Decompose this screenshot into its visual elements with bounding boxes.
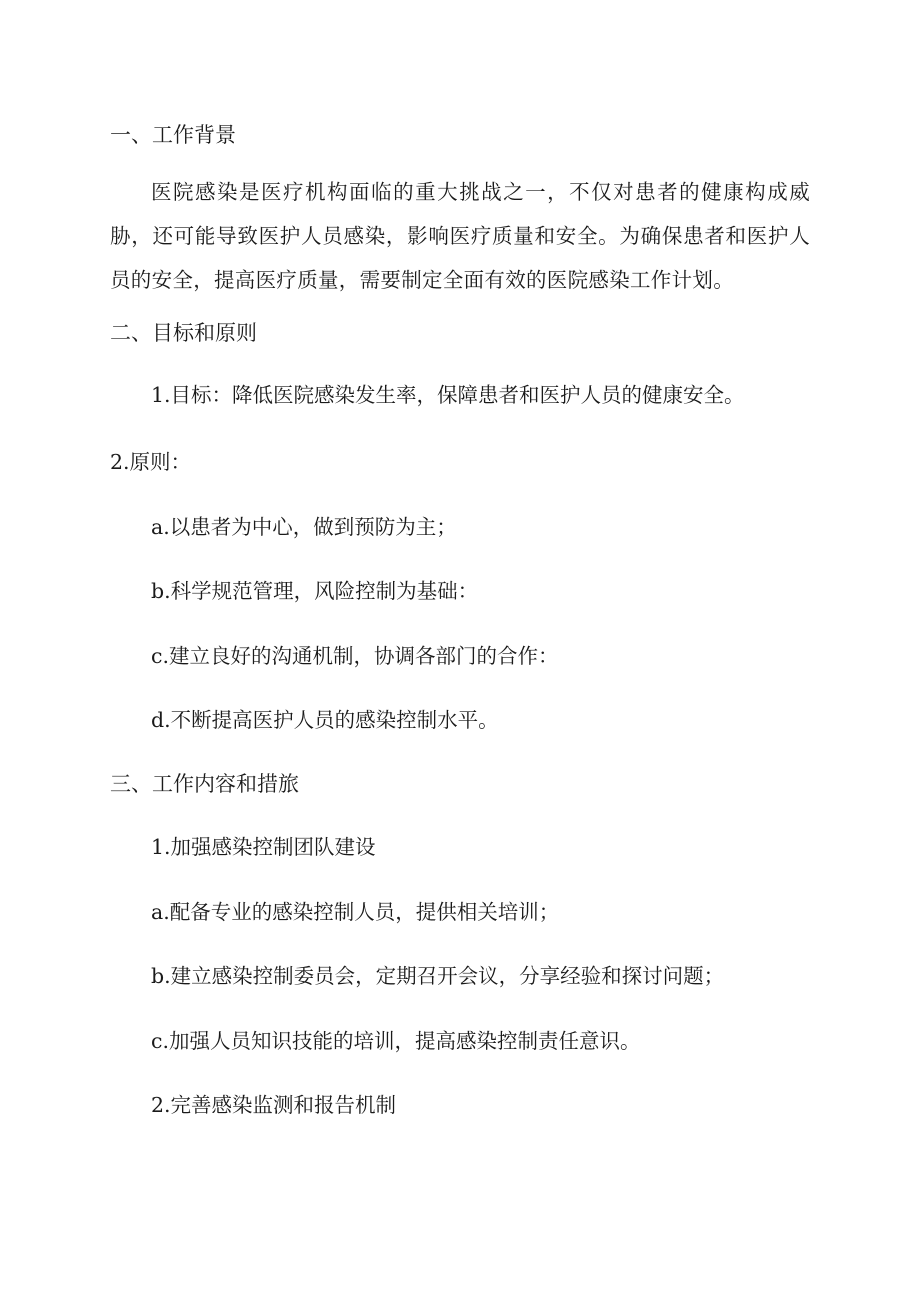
section-heading-content: 三、工作内容和措旅 (110, 772, 299, 796)
principle-item-d: d.不断提高医护人员的感染控制水平。 (151, 708, 499, 732)
content-item-1-point-b: b.建立感染控制委员会，定期召开会议，分享经验和探讨问题； (151, 964, 725, 988)
content-item-1-point-a: a.配备专业的感染控制人员，提供相关培训； (151, 900, 560, 924)
content-item-2-title: 2.完善感染监测和报告机制 (151, 1093, 397, 1117)
content-item-1-title: 1.加强感染控制团队建设 (151, 835, 376, 859)
goal-text: 1.目标：降低医院感染发生率，保障患者和医护人员的健康安全。 (151, 383, 745, 407)
section-heading-background: 一、工作背景 (110, 123, 236, 147)
content-item-1-point-c: c.加强人员知识技能的培训，提高感染控制责任意识。 (151, 1029, 641, 1053)
principle-item-b: b.科学规范管理，风险控制为基础： (151, 579, 479, 603)
principle-item-c: c.建立良好的沟通机制，协调各部门的合作： (151, 644, 559, 668)
section-heading-goals: 二、目标和原则 (110, 321, 257, 345)
background-paragraph: 医院感染是医疗机构面临的重大挑战之一，不仅对患者的健康构成威胁，还可能导致医护人员感染，影响医疗质量和安全。为确保患者和医护人员的安全，提高医疗质量，需要制定全面有效的医院感染工作计划。 (110, 180, 810, 292)
principles-label: 2.原则： (110, 450, 192, 474)
principle-item-a: a.以患者为中心，做到预防为主； (151, 515, 457, 539)
